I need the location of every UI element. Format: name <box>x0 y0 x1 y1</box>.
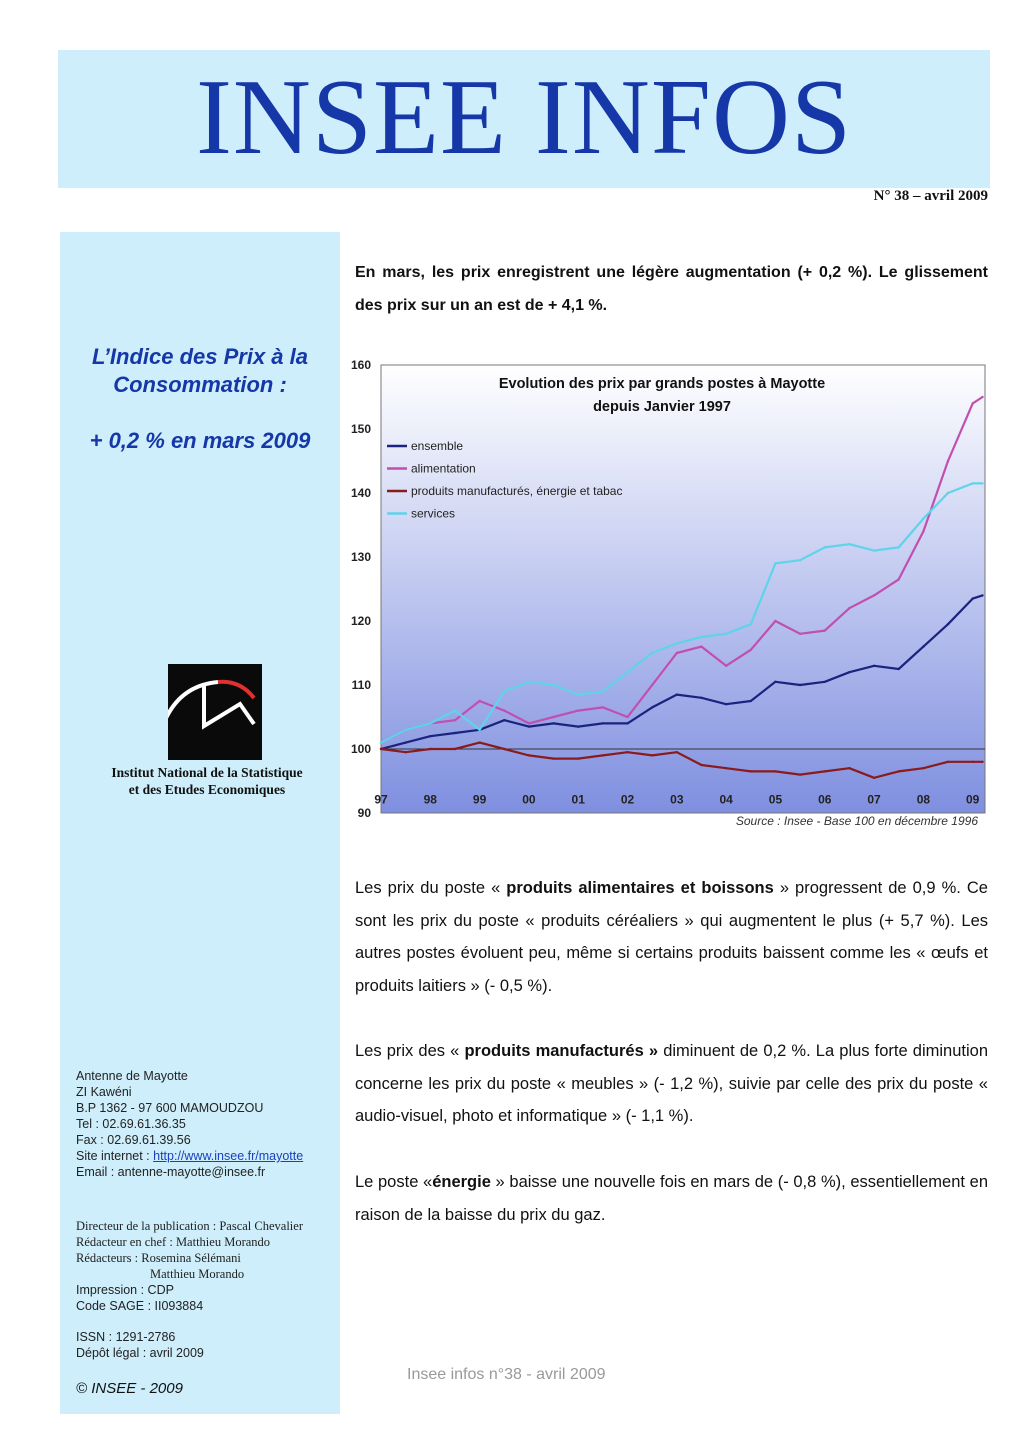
p1-bold: produits alimentaires et boissons <box>506 879 774 897</box>
chart-data-point <box>873 594 875 596</box>
credits-editor: Rédacteur en chef : Matthieu Morando <box>76 1235 271 1249</box>
chart-data-point <box>577 693 579 695</box>
chart-data-point <box>947 460 949 462</box>
site-link[interactable]: http://www.insee.fr/mayotte <box>153 1149 304 1163</box>
p2-end: diminuent de 0,2 %. La plus forte diminution concerne les prix du poste « meubles » (- 1,2 %), suivie par celle des prix du poste « audio-visuel, photo et informatique » (- 1,1 %). <box>355 1042 989 1125</box>
credits-print: Impression : CDP <box>76 1283 174 1297</box>
copyright: © INSEE - 2009 <box>76 1380 183 1397</box>
chart-source: Source : Insee - Base 100 en décembre 1996 <box>735 814 978 828</box>
legal-depot: Dépôt légal : avril 2009 <box>76 1346 204 1360</box>
paragraph-energy <box>355 1166 988 1231</box>
chart-data-point <box>725 665 727 667</box>
chart-data-point <box>503 690 505 692</box>
credits-block <box>76 1218 303 1282</box>
chart-data-point <box>824 629 826 631</box>
chart-data-point <box>429 748 431 750</box>
chart-xtick-label: 99 <box>472 792 487 807</box>
chart-data-point <box>503 709 505 711</box>
chart-data-point <box>750 700 752 702</box>
p3-end: » baisse une nouvelle fois en mars de (- 0,8 %), essentiellement en raison de la baisse du prix du gaz. <box>355 1173 988 1224</box>
sidebar-headline-line3: + 0,2 % en mars 2009 <box>89 428 311 453</box>
paragraph-food <box>355 872 988 1002</box>
logo-caption-line1: Institut National de la Statistique <box>111 765 303 780</box>
credits-writer2: Matthieu Morando <box>150 1267 245 1281</box>
chart-data-point <box>528 754 530 756</box>
chart-data-point <box>824 770 826 772</box>
chart-data-point <box>848 607 850 609</box>
chart-ytick-label: 160 <box>350 358 371 372</box>
issue-number: N° 38 – avril 2009 <box>873 188 988 204</box>
contact-phone: Tel : 02.69.61.36.35 <box>76 1117 186 1131</box>
chart-data-point <box>774 770 776 772</box>
chart-data-point <box>478 741 480 743</box>
p3-bold: énergie <box>432 1173 491 1191</box>
chart-data-point <box>972 761 974 763</box>
chart-subtitle: depuis Janvier 1997 <box>593 399 731 415</box>
contact-line2: ZI Kawéni <box>76 1085 132 1099</box>
chart-data-point <box>750 770 752 772</box>
chart-data-point <box>750 649 752 651</box>
contact-fax: Fax : 02.69.61.39.56 <box>76 1133 191 1147</box>
credits-sage: Code SAGE : II093884 <box>76 1299 204 1313</box>
chart-ytick-label: 100 <box>350 742 371 756</box>
chart-data-point <box>972 482 974 484</box>
chart-data-point <box>799 773 801 775</box>
chart-data-point <box>873 665 875 667</box>
credits-writers: Rédacteurs : Rosemina Sélémani <box>76 1251 241 1265</box>
chart-data-point <box>700 764 702 766</box>
chart-data-point <box>898 578 900 580</box>
chart-data-point <box>898 770 900 772</box>
chart-legend-label: alimentation <box>411 461 476 476</box>
chart-data-point <box>700 636 702 638</box>
credits-director: Directeur de la publication : Pascal Chevalier <box>76 1219 303 1233</box>
chart-data-point <box>602 722 604 724</box>
chart-data-point <box>774 562 776 564</box>
chart-data-point <box>725 703 727 705</box>
chart-data-point <box>503 719 505 721</box>
chart-data-point <box>799 559 801 561</box>
chart-data-point <box>429 735 431 737</box>
chart-xtick-label: 05 <box>768 792 783 807</box>
chart-data-point <box>405 741 407 743</box>
chart-xtick-label: 09 <box>965 792 980 807</box>
chart-data-point <box>981 482 983 484</box>
p1-start: Les prix du poste « <box>355 879 507 897</box>
chart-xtick-label: 01 <box>571 792 585 807</box>
chart-data-point <box>947 492 949 494</box>
chart-data-point <box>602 706 604 708</box>
p3-start: Le poste « <box>355 1173 433 1191</box>
chart-data-point <box>873 549 875 551</box>
chart-data-point <box>725 767 727 769</box>
chart-ytick-label: 110 <box>351 678 371 692</box>
chart-data-point <box>626 671 628 673</box>
chart-data-point <box>676 652 678 654</box>
chart-data-point <box>981 396 983 398</box>
logo-caption-line2: et des Etudes Economiques <box>128 782 286 797</box>
chart-data-point <box>528 725 530 727</box>
chart-data-point <box>774 620 776 622</box>
chart-data-point <box>922 517 924 519</box>
site-label: Site internet : <box>76 1149 154 1163</box>
chart-data-point <box>626 751 628 753</box>
lead-paragraph: En mars, les prix enregistrent une légère augmentation (+ 0,2 %). Le glissement des prix sur un an est de + 4,1 %. <box>355 264 988 314</box>
chart-data-point <box>602 690 604 692</box>
chart-data-point <box>922 645 924 647</box>
chart-data-point <box>725 633 727 635</box>
chart-data-point <box>380 748 382 750</box>
chart-title: Evolution des prix par grands postes à Mayotte <box>498 376 826 392</box>
print-block <box>76 1282 203 1314</box>
insee-logo-icon <box>168 664 262 760</box>
chart-legend-label: ensemble <box>411 439 464 453</box>
chart-data-point <box>700 645 702 647</box>
chart-data-point <box>577 709 579 711</box>
chart-data-point <box>552 684 554 686</box>
chart-data-point <box>700 697 702 699</box>
chart-data-point <box>947 761 949 763</box>
chart-data-point <box>454 748 456 750</box>
chart-data-point <box>676 642 678 644</box>
chart-xtick-label: 00 <box>522 792 536 807</box>
chart-xtick-label: 07 <box>867 792 881 807</box>
chart-data-point <box>750 623 752 625</box>
chart-xtick-label: 98 <box>423 792 437 807</box>
p2-bold: produits manufacturés » <box>464 1042 659 1060</box>
chart-data-point <box>429 722 431 724</box>
chart-xtick-label: 03 <box>670 792 684 807</box>
chart-data-point <box>528 681 530 683</box>
chart-data-point <box>552 716 554 718</box>
chart-data-point <box>898 546 900 548</box>
chart-data-point <box>848 543 850 545</box>
chart-data-point <box>922 530 924 532</box>
chart-data-point <box>405 729 407 731</box>
chart-data-point <box>626 716 628 718</box>
chart-ytick-label: 140 <box>350 486 371 500</box>
chart-data-point <box>981 594 983 596</box>
chart-data-point <box>552 722 554 724</box>
chart-data-point <box>405 751 407 753</box>
chart-data-point <box>528 722 530 724</box>
chart-data-point <box>848 671 850 673</box>
chart-ytick-label: 150 <box>350 422 371 436</box>
logo-caption <box>72 764 342 798</box>
chart-data-point <box>676 751 678 753</box>
chart-data-point <box>478 700 480 702</box>
chart-data-point <box>972 597 974 599</box>
chart-data-point <box>651 684 653 686</box>
chart-data-point <box>774 681 776 683</box>
chart-data-point <box>898 668 900 670</box>
chart-data-point <box>454 719 456 721</box>
chart-xtick-label: 97 <box>374 792 388 807</box>
chart-data-point <box>602 754 604 756</box>
contact-email: Email : antenne-mayotte@insee.fr <box>76 1165 266 1179</box>
chart-data-point <box>651 652 653 654</box>
chart-ytick-label: 120 <box>350 614 371 628</box>
legal-block <box>76 1329 204 1361</box>
insee-logo <box>168 664 262 760</box>
chart-data-point <box>972 402 974 404</box>
chart-data-point <box>947 623 949 625</box>
chart-data-point <box>651 754 653 756</box>
contact-site <box>76 1148 303 1164</box>
chart-data-point <box>478 729 480 731</box>
chart-legend-label: produits manufacturés, énergie et tabac <box>411 484 623 498</box>
chart-data-point <box>824 681 826 683</box>
paragraph-manufactured <box>355 1035 988 1133</box>
contact-block <box>76 1068 303 1180</box>
chart-data-point <box>922 767 924 769</box>
sidebar-headline-line1: L’Indice des Prix à la <box>91 344 308 369</box>
chart-data-point <box>848 767 850 769</box>
chart-data-point <box>454 732 456 734</box>
contact-line1: Antenne de Mayotte <box>76 1069 188 1083</box>
chart-xtick-label: 04 <box>719 792 733 807</box>
chart-data-point <box>626 722 628 724</box>
chart-legend-label: services <box>411 506 456 521</box>
chart-data-point <box>577 725 579 727</box>
legal-issn: ISSN : 1291-2786 <box>76 1330 176 1344</box>
chart-xtick-label: 08 <box>916 792 931 807</box>
chart-data-point <box>552 757 554 759</box>
p1-end: » progressent de 0,9 %. Ce sont les prix du poste « produits céréaliers » qui augmentent le plus (+ 5,7 %). Les autres postes évoluent peu, même si certains produits baissent comme les « œufs et produits laitiers » (- 0,5 %). <box>355 879 988 995</box>
chart-ytick-label: 130 <box>350 550 371 564</box>
chart-data-point <box>577 757 579 759</box>
chart-data-point <box>873 777 875 779</box>
chart-xtick-label: 06 <box>818 792 832 807</box>
chart-ytick-label: 90 <box>357 806 371 820</box>
chart-data-point <box>799 633 801 635</box>
price-evolution-chart <box>345 355 995 835</box>
chart-data-point <box>799 684 801 686</box>
chart-data-point <box>676 693 678 695</box>
p2-start: Les prix des « <box>355 1042 465 1060</box>
contact-line3: B.P 1362 - 97 600 MAMOUDZOU <box>76 1101 264 1115</box>
chart-data-point <box>824 546 826 548</box>
footer-note: Insee infos n°38 - avril 2009 <box>407 1366 606 1383</box>
chart-xtick-label: 02 <box>620 792 635 807</box>
masthead <box>58 50 990 188</box>
chart-data-point <box>503 748 505 750</box>
chart-data-point <box>380 741 382 743</box>
chart-data-point <box>651 706 653 708</box>
chart-data-point <box>454 709 456 711</box>
chart-data-point <box>981 761 983 763</box>
masthead-title: INSEE INFOS <box>195 58 853 177</box>
sidebar-headline-line2: Consommation : <box>113 372 287 397</box>
